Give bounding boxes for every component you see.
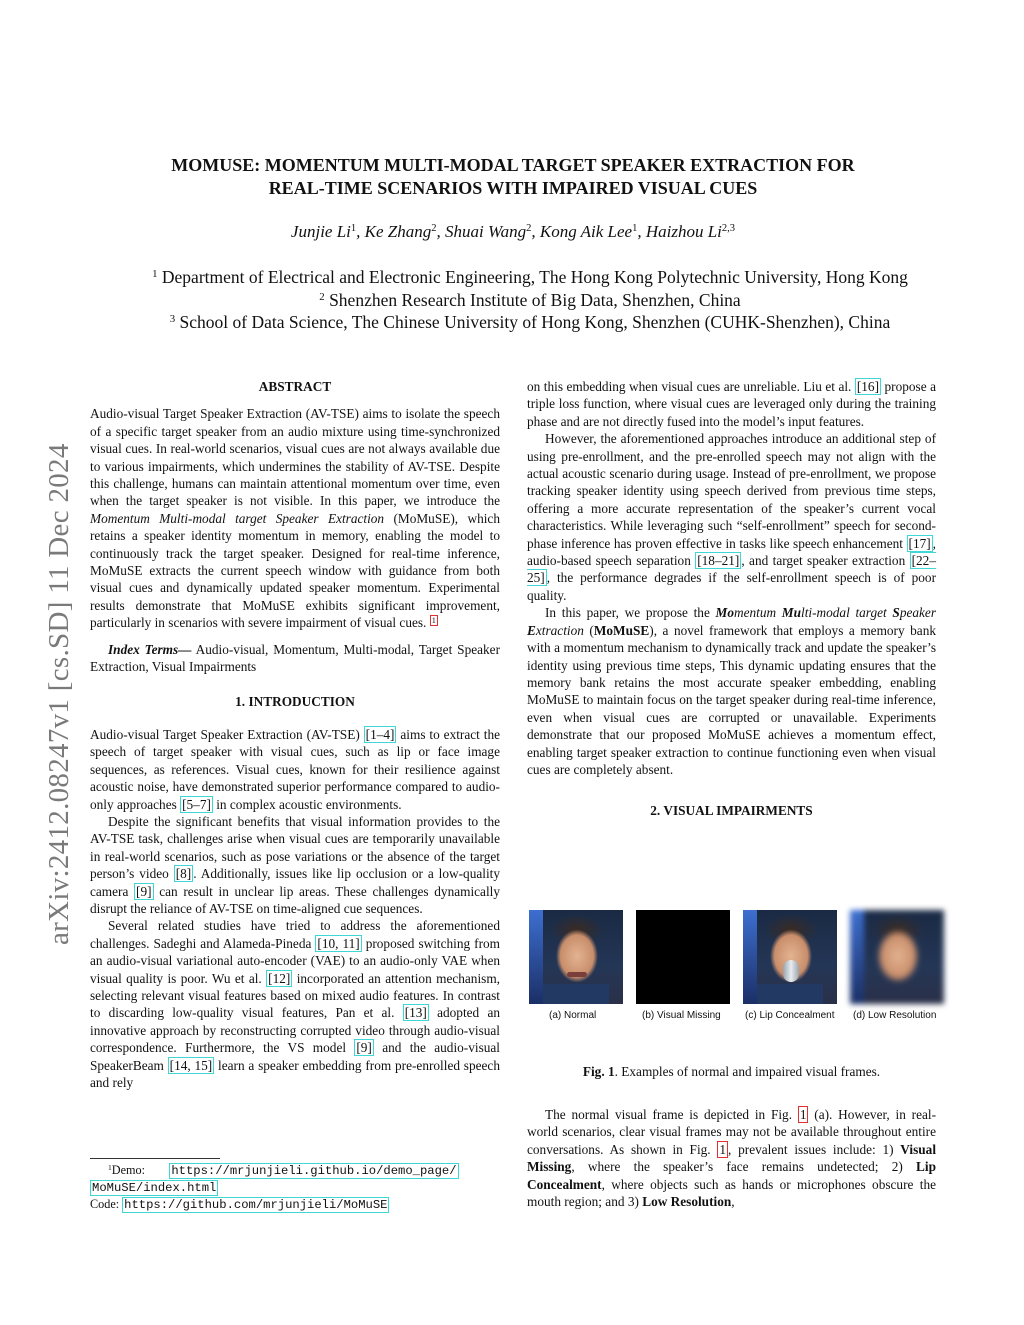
frame-low-resolution xyxy=(850,910,944,1004)
figure-link[interactable]: 1 xyxy=(799,1107,807,1122)
paper-title xyxy=(90,154,936,200)
abstract-heading: ABSTRACT xyxy=(258,379,332,394)
caption-visual-missing: (b) Visual Missing xyxy=(642,1010,721,1021)
index-terms: Index Terms— Audio-visual, Momentum, Multi-modal, Target Speaker Extraction, Visual Impairments xyxy=(90,641,500,675)
frame-visual-missing xyxy=(636,910,730,1004)
affiliation: $^3$ School of Data Science, The Chinese University of Hong Kong, Shenzhen (CUHK-Shenzhen), China xyxy=(169,312,891,332)
right-column xyxy=(527,378,936,820)
author: Ke Zhang$^2$, xyxy=(364,222,446,241)
arxiv-id-text: arXiv:2412.08247v1 [cs.SD] 11 Dec 2024 xyxy=(43,443,75,945)
right-paragraph-2: However, the aforementioned approaches introduce an additional step of using pre-enrollment, and the pre-enrolled speech may not align with the actual acoustic scenario during usage. Instead of pre-enrollment, we propose tracking speaker identity using speech derived from previous time steps, offering a more accurate representation of the speaker’s current vocal characteristics. While leveraging such “self-enrollment” speech for second-phase inference has proven effective in tasks like speech enhancement [17] , audio-based speech separation [18–21] , and target speaker extraction [22–25] , the performance degrades if the self-enrollment speech is of poor quality. xyxy=(527,431,936,603)
figure-link[interactable]: 1 xyxy=(719,1141,727,1157)
affiliation: $^1$ Department of Electrical and Electronic Engineering, The Hong Kong Polytechnic University, Hong Kong xyxy=(152,267,908,287)
right-paragraph-1: on this embedding when visual cues are unreliable. Liu et al. [16] propose a triple loss function, where visual cues are leveraged only during the training phase and are not directly fused into the model’s input features. xyxy=(527,379,936,429)
figure-1-caption: Fig. 1. Examples of normal and impaired visual frames. xyxy=(582,1064,881,1079)
citation-link[interactable]: [14, 15] xyxy=(169,1057,213,1073)
left-column xyxy=(90,378,500,1091)
caption-low-resolution: (d) Low Resolution xyxy=(853,1010,937,1021)
intro-paragraph-1: Audio-visual Target Speaker Extraction (AV-TSE) [1–4] aims to extract the speech of target speaker with visual cues, such as lip or face image sequences, as references. Visual cues, known for their resilience against acoustic noise, have demonstrated superior performance compared to audio-only approaches [5–7] in complex acoustic environments. xyxy=(90,726,500,812)
right-paragraph-3: In this paper, we propose the Momentum Multi-modal target Speaker Extraction (MoMuSE), a novel framework that employs a memory bank with a momentum mechanism to dynamically track and update the speaker’s identity using previous time steps, This dynamic updating ensures that the memory bank retains the most accurate speaker embedding, enabling MoMuSE to maintain focus on the target speaker during real-time inference, even when visual cues are corrupted or unavailable. Experiments demonstrate that our proposed MoMuSE achieves a momentum effect, enabling target speaker extraction to continue functioning even when visual cues are completely absent. xyxy=(527,605,936,777)
citation-link[interactable]: [13] xyxy=(404,1005,427,1021)
citation-link[interactable]: [5–7] xyxy=(182,796,211,812)
caption-normal: (a) Normal xyxy=(549,1010,597,1021)
citation-link[interactable]: [17] xyxy=(908,535,931,551)
right-column-bottom xyxy=(527,1106,936,1210)
code-link[interactable]: https://github.com/mrjunjieli/MoMuSE xyxy=(124,1198,388,1212)
author: Haizhou Li$^{2,3}$ xyxy=(645,222,736,241)
figure-1 xyxy=(527,910,947,1060)
intro-heading: 1. INTRODUCTION xyxy=(235,693,355,709)
demo-link-continued[interactable]: MoMuSE/index.html xyxy=(92,1181,217,1195)
citation-link[interactable]: [22–25] xyxy=(527,553,936,586)
footnote-rule xyxy=(90,1158,220,1159)
affiliations xyxy=(90,266,970,334)
frame-normal xyxy=(529,910,623,1004)
citation-link[interactable]: [12] xyxy=(268,970,291,986)
citation-link[interactable]: [9] xyxy=(356,1040,372,1056)
citation-link[interactable]: [16] xyxy=(856,379,880,394)
intro-paragraph-2: Despite the significant benefits that visual information provides to the AV-TSE task, challenges arise when visual cues are temporarily unavailable in real-world scenarios, such as pose variations or the absence of the target person’s video [8] . Additionally, issues like lip occlusion or a low-quality camera [9] can result in unclear lip areas. These challenges dynamically disrupt the reliance of AV-TSE on time-aligned cue sequences. xyxy=(90,813,500,916)
demo-link[interactable]: https://mrjunjieli.github.io/demo_page/ xyxy=(171,1164,457,1178)
footnote: $^1$Demo: https://mrjunjieli.github.io/demo_page/ MoMuSE/index.html Code: https://github.com/mrjunjieli/MoMuSE xyxy=(90,1162,457,1212)
frame-lip-concealment xyxy=(743,910,837,1004)
arxiv-side-stamp xyxy=(30,340,80,950)
intro-paragraph-3: Several related studies have tried to address the aforementioned challenges. Sadeghi and Alameda-Pineda [10, 11] proposed switching from an audio-visual variational auto-encoder (VAE) to an audio-only VAE when visual quality is poor. Wu et al. [12] incorporated an attention mechanism, selecting relevant visual features based on mixed audio features. In contrast to discarding low-quality visual features, Pan et al. [13] adopted an innovative approach by reconstructing corrupted video through audio-visual correspondence. Furthermore, the VS model [9] and the audio-visual SpeakerBeam [14, 15] learn a speaker embedding from pre-enrolled speech and rely xyxy=(90,918,501,1091)
author: Shuai Wang$^2$, xyxy=(445,222,540,241)
author-list xyxy=(90,222,936,242)
citation-link[interactable]: [18–21] xyxy=(697,553,740,569)
title-line-2: REAL-TIME SCENARIOS WITH IMPAIRED VISUAL CUES xyxy=(268,178,758,198)
author: Junjie Li$^1$, xyxy=(290,222,365,241)
affiliation: $^2$ Shenzhen Research Institute of Big Data, Shenzhen, China xyxy=(319,289,741,310)
right-paragraph-4: The normal visual frame is depicted in Fig. 1 (a). However, in real-world scenarios, clear visual frames may not be available throughout entire conversations. As shown in Fig. 1 , prevalent issues include: 1) Visual Missing, where the speaker’s face remains undetected; 2) Lip Concealment, where objects such as hands or microphones obscure the mouth region; and 3) Low Resolution, xyxy=(527,1107,937,1210)
section-2-heading: 2. VISUAL IMPAIRMENTS xyxy=(650,803,813,819)
abstract-body: Audio-visual Target Speaker Extraction (AV-TSE) aims to isolate the speech of a specific target speaker from an audio mixture using time-synchronized visual cues. In real-world scenarios, visual cues are not always available due to various impairments, which undermines the stability of AV-TSE. Despite this challenge, humans can maintain attentional momentum over time, even when the target speaker is not visible. In this paper, we introduce the Momentum Multi-modal target Speaker Extraction (MoMuSE), which retains a speaker identity momentum in memory, enabling the model to continuously track the target speaker. Designed for real-time inference, MoMuSE extracts the current speech window with guidance from both visual cues and dynamically updated speaker momentum. Experimental results demonstrate that MoMuSE exhibits significant improvement, particularly in scenarios with severe impairment of visual cues. $^1$ xyxy=(90,406,500,631)
citation-link[interactable]: [1–4] xyxy=(365,726,395,742)
citation-link[interactable]: [8] xyxy=(175,866,192,882)
citation-link[interactable]: [9] xyxy=(136,883,152,899)
author: Kong Aik Lee$^1$, xyxy=(539,222,646,241)
footnote-link[interactable]: 1 xyxy=(431,615,436,625)
caption-lip-concealment: (c) Lip Concealment xyxy=(745,1010,835,1021)
title-line-1: MOMUSE: MOMENTUM MULTI-MODAL TARGET SPEAKER EXTRACTION FOR xyxy=(171,155,855,175)
citation-link[interactable]: [10, 11] xyxy=(317,935,360,951)
microphone-icon xyxy=(783,960,799,982)
